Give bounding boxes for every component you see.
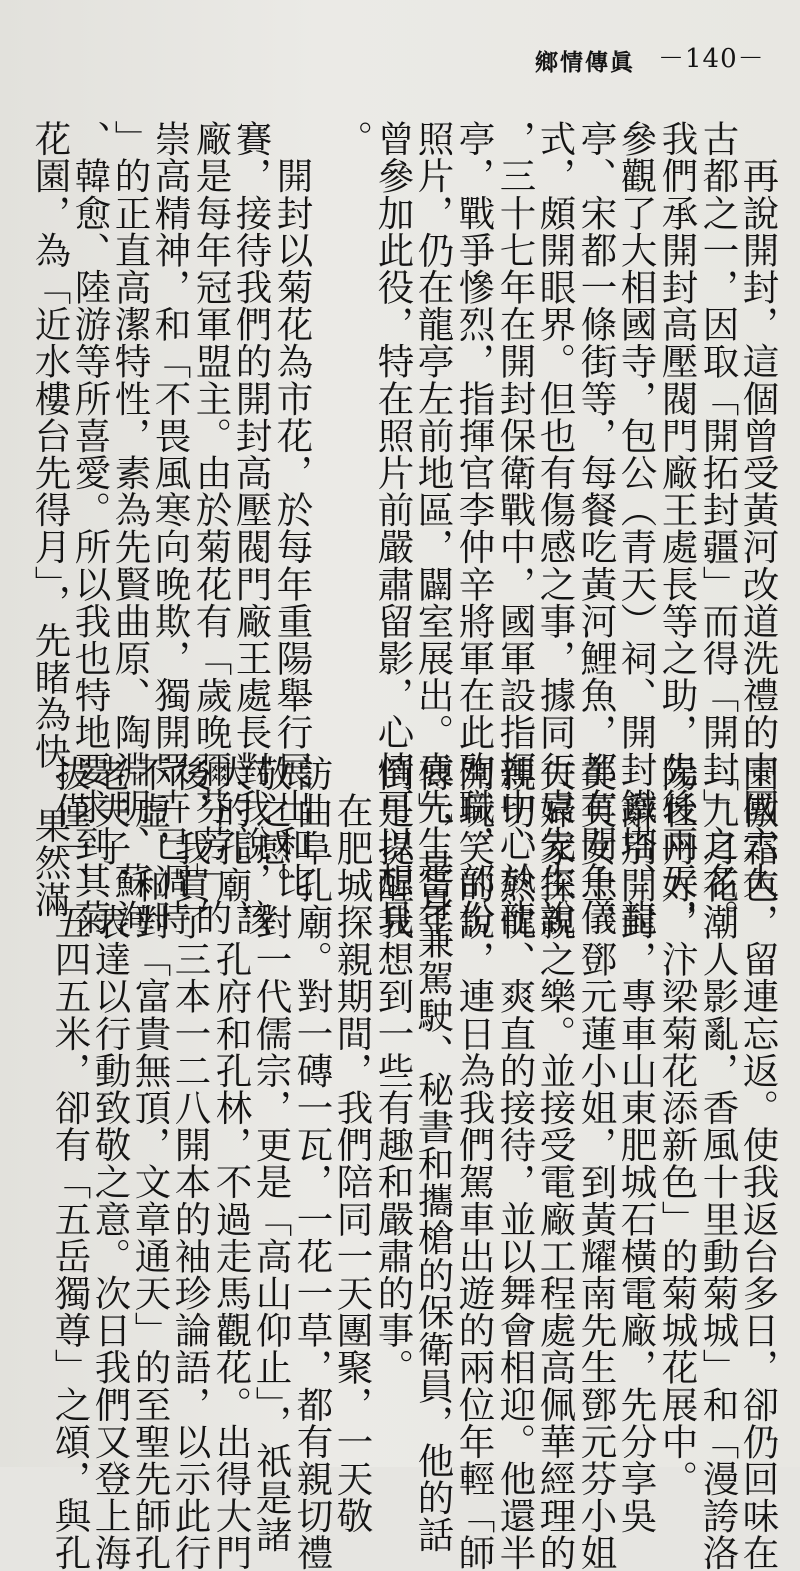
running-title: 鄉情傳眞 [535,49,635,76]
text-column: 親切、熱忱、爽直的接待，並以舞會相迎。他還半 [494,755,537,1571]
text-column: 陽牡丹好，汴梁菊花添新色」的菊城花展中。 [656,755,699,1497]
text-column: 老夫子，表達以行動致敬之意。次日我們又登上海 [89,755,132,1571]
text-column: 大的孔廟，孔府和孔林，不過走馬觀花。出得大門 [210,755,253,1571]
text-column: 我們承開封高壓閥門廠王處長等之助，先後兩天， [656,120,699,937]
text-column: 亭、宋都一條街等，每餐吃黃河鯉魚，都有開魚儀 [575,120,618,937]
running-header [535,38,775,78]
text-column: 照片，仍在龍亭左前地區，闢室展出。袁先生當年 [412,120,455,937]
text-column: 辭別開封，專車山東肥城石橫電廠，先分享吳 [615,755,658,1535]
text-column: 再說開封，這個曾受黃河改道洗禮的中國六大 [737,120,780,900]
text-column: 美英女士，鄧元蓮小姐，到黃耀南先生鄧元芬小姐 [575,755,618,1571]
text-column: 參觀了大相國寺，包公（青天）祠、開封鐵塔、龍 [615,120,658,937]
text-column: 亭，戰爭慘烈，指揮官李仲辛將軍在此殉職，部份 [453,120,496,937]
text-column: 拔僅一、五四五米，卻有「五岳獨尊」之頌，與孔 [49,755,92,1571]
text-column: 園傲霜色，留連忘返。使我返台多日，卻仍回味在 [737,755,780,1571]
text-column: 敬之感。對一代儒宗，更是「高山仰止」，祇是諸 [250,755,293,1553]
text-column: 」的正直高潔特性，素為先賢曲原、陶淵明、蘇洵 [109,120,152,937]
text-column: 在肥城探親期間，我們陪同一天團聚，一天敬 [331,755,374,1535]
page-number: －140－ [658,44,765,74]
text-column: 式，頗開眼界。但也有傷感之事，據同行袁先生說 [534,120,577,937]
text-column: 花園，為「近水樓台先得月」，先睹為快。果然滿 [29,120,72,918]
text-column: 不虛，和對「富貴無頂，文章通天」的至聖先師孔 [129,755,172,1571]
text-column: 夫婦家探親之樂。並接受電廠工程處高佩華經理的 [534,755,577,1571]
text-column: 曾參加此役，特在照片前嚴肅留影，心情可以想見 [372,120,415,937]
text-column: 、韓愈、陸游等所喜愛。所以我也特地要求到其菊 [69,120,112,937]
text-column: 廠是每年冠軍盟主。由於菊花有「歲晚彌芬芳」的 [190,120,233,937]
text-column: 崇高精神，和「不畏風寒向晚欺，獨開眾卉已凋時 [149,120,192,937]
text-column: 「九月花潮人影亂，香風十里動菊城」和「漫誇洛 [697,755,740,1571]
text-column: 開封以菊花為市花，於每年重陽舉行展出和比 [271,120,314,900]
text-column: 訪曲阜孔廟。對一磚一瓦，一花一草，都有親切禮 [291,755,334,1571]
text-column: 後，我買了三本一二八開本的袖珍論語，以示此行 [169,755,212,1571]
text-column: 傅」，是身兼駕駛、秘書和攜槍的保衛員，他的話 [412,755,455,1553]
text-column: 。 [331,120,374,158]
text-column: 倒是提醒我想到一些有趣和嚴肅的事。 [372,755,415,1386]
text-column: ，三十七年在開封保衛戰中，國軍設指揮中心於龍 [494,120,537,937]
text-column: 賽，接待我們的開封高壓閥門廠王處長對我說，該 [230,120,273,937]
text-column: 古都之一，因取「開拓封疆」而得「開封」之名。 [697,120,740,937]
text-column: 開玩笑的說，連日為我們駕車出遊的兩位年輕「師 [453,755,496,1571]
